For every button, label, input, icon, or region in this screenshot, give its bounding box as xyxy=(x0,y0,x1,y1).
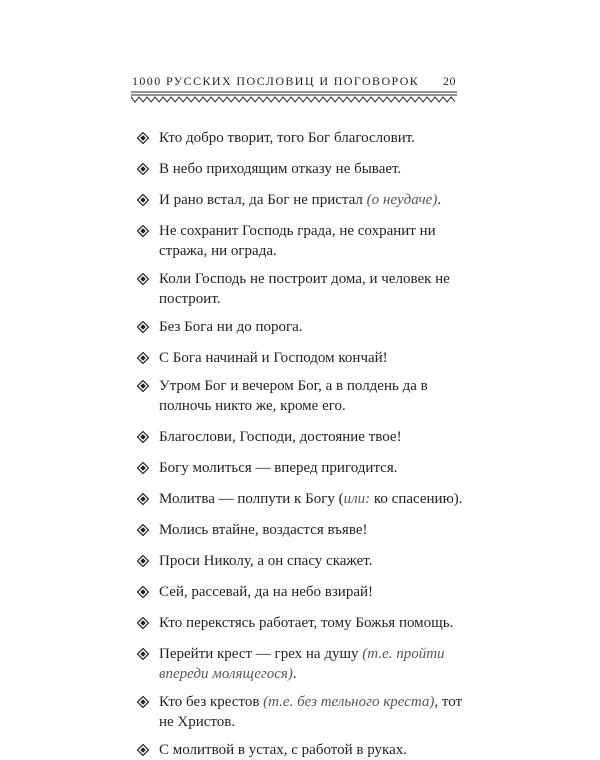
proverb-text: Коли Господь не построит дома, и человек не построит. xyxy=(159,271,450,307)
proverb-text: . xyxy=(437,192,442,208)
proverb-text: Молись втайне, воздастся въяве! xyxy=(159,522,368,538)
proverb-item xyxy=(137,348,467,368)
proverb-list xyxy=(137,128,467,760)
proverb-text: В небо приходящим отказу не бывает. xyxy=(159,161,402,177)
proverb-note: (т.е. без тельного креста) xyxy=(263,694,435,710)
proverb-item xyxy=(137,613,467,633)
proverb-text: Молитва — полпути к Богу ( xyxy=(159,491,344,507)
diamond-bullet-icon xyxy=(137,380,149,392)
diamond-bullet-icon xyxy=(137,524,149,536)
proverb-item xyxy=(137,269,467,309)
decorative-border xyxy=(131,90,457,104)
proverb-text: Кто перекстясь работает, тому Божья помощь. xyxy=(159,615,454,631)
proverb-text: Кто добро творит, того Бог благословит. xyxy=(159,130,415,146)
diamond-bullet-icon xyxy=(137,744,149,756)
proverb-item xyxy=(137,520,467,540)
proverb-item xyxy=(137,128,467,148)
diamond-bullet-icon xyxy=(137,321,149,333)
proverb-text: С молитвой в устах, с работой в руках. xyxy=(159,742,407,758)
proverb-item xyxy=(137,644,467,684)
proverb-item xyxy=(137,376,467,416)
diamond-bullet-icon xyxy=(137,493,149,505)
proverb-text: С Бога начинай и Господом кончай! xyxy=(159,350,388,366)
proverb-item xyxy=(137,740,467,760)
running-header xyxy=(132,74,456,89)
diamond-bullet-icon xyxy=(137,555,149,567)
proverb-item xyxy=(137,159,467,179)
proverb-text: Не сохранит Господь града, не сохранит ни стража, ни ограда. xyxy=(159,223,436,259)
proverb-item xyxy=(137,221,467,261)
proverb-note: или: xyxy=(343,491,371,507)
diamond-bullet-icon xyxy=(137,586,149,598)
proverb-text: Благослови, Господи, достояние твое! xyxy=(159,429,402,445)
diamond-bullet-icon xyxy=(137,462,149,474)
diamond-bullet-icon xyxy=(137,225,149,237)
diamond-bullet-icon xyxy=(137,696,149,708)
diamond-bullet-icon xyxy=(137,273,149,285)
proverb-text: Без Бога ни до порога. xyxy=(159,319,303,335)
proverb-item xyxy=(137,458,467,478)
proverb-note: (т.е. пройти впереди молящегося) xyxy=(159,646,445,682)
proverb-text: Утром Бог и вечером Бог, а в полдень да в полночь никто же, кроме его. xyxy=(159,378,428,414)
proverb-item xyxy=(137,582,467,602)
proverb-item xyxy=(137,551,467,571)
proverb-text: Сей, рассевай, да на небо взирай! xyxy=(159,584,374,600)
proverb-item xyxy=(137,489,467,509)
proverb-text: . xyxy=(292,666,297,682)
proverb-item xyxy=(137,317,467,337)
proverb-text: , тот не Христов. xyxy=(159,694,463,730)
proverb-item xyxy=(137,692,467,732)
diamond-bullet-icon xyxy=(137,194,149,206)
proverb-note: (о неудаче) xyxy=(366,192,438,208)
diamond-bullet-icon xyxy=(137,163,149,175)
diamond-bullet-icon xyxy=(137,617,149,629)
proverb-text: Перейти крест — грех на душу xyxy=(159,646,363,662)
book-title: 1000 РУССКИХ ПОСЛОВИЦ И ПОГОВОРОК xyxy=(132,74,420,88)
page-number: 20 xyxy=(443,74,456,88)
proverb-text: Кто без крестов xyxy=(159,694,264,710)
proverb-text: Богу молиться — вперед пригодится. xyxy=(159,460,398,476)
diamond-bullet-icon xyxy=(137,132,149,144)
diamond-bullet-icon xyxy=(137,431,149,443)
diamond-bullet-icon xyxy=(137,352,149,364)
proverb-item xyxy=(137,190,467,210)
proverb-text: Проси Николу, а он спасу скажет. xyxy=(159,553,373,569)
proverb-text: И рано встал, да Бог не пристал xyxy=(159,192,367,208)
diamond-bullet-icon xyxy=(137,648,149,660)
proverb-item xyxy=(137,427,467,447)
proverb-text: ко спасению). xyxy=(370,491,463,507)
